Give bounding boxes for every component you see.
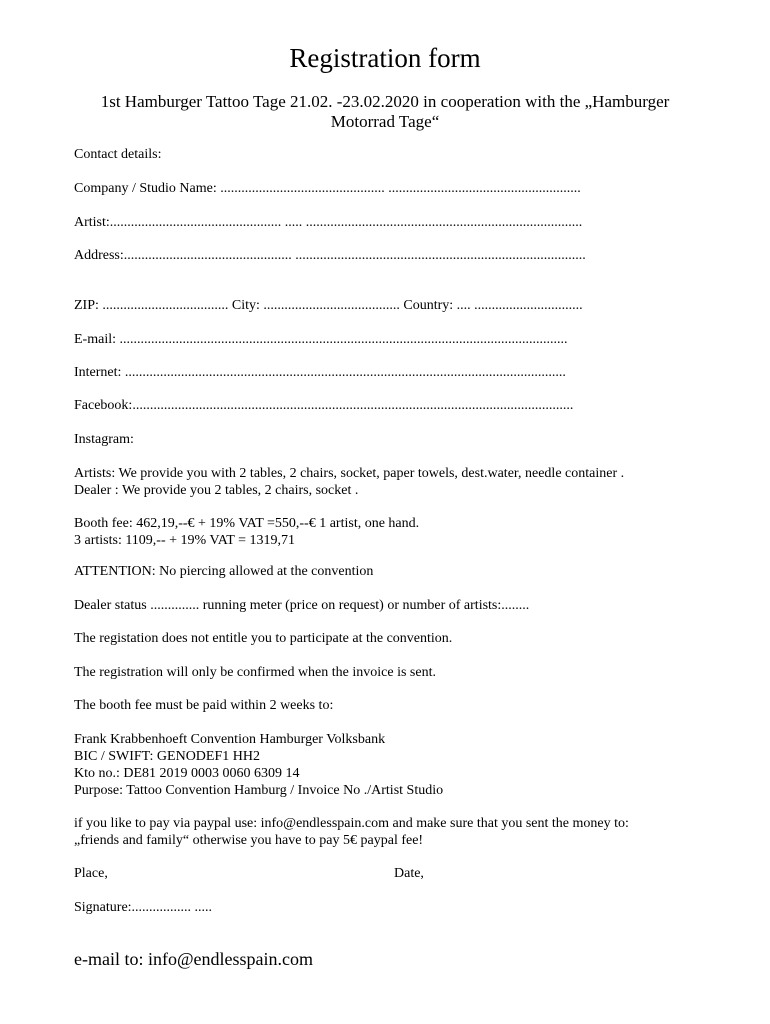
artist-field: Artist:................................................. ..... ............................................................................... <box>74 215 583 230</box>
subtitle-line-2: Motorrad Tage“ <box>330 112 440 131</box>
booth-fee-block <box>74 515 419 549</box>
booth-fee-line-1: Booth fee: 462,19,--€ + 19% VAT =550,--€ 1 artist, one hand. <box>74 516 420 531</box>
notice-payment-deadline: The booth fee must be paid within 2 weeks to: <box>74 698 334 713</box>
attention-note: ATTENTION: No piercing allowed at the convention <box>74 564 374 579</box>
event-subtitle <box>70 92 700 132</box>
notice-confirmation: The registration will only be confirmed when the invoice is sent. <box>74 665 436 680</box>
email-field: E-mail: ................................................................................................................................ <box>74 332 568 347</box>
company-field: Company / Studio Name: ............................................... ....................................................... <box>74 181 581 196</box>
provisions-block <box>74 465 624 499</box>
dealer-provision: Dealer : We provide you 2 tables, 2 chairs, socket . <box>74 483 359 498</box>
dealer-status-field: Dealer status .............. running meter (price on request) or number of artists:........ <box>74 598 530 613</box>
bank-purpose: Purpose: Tattoo Convention Hamburg / Invoice No ./Artist Studio <box>74 783 444 798</box>
subtitle-line-1: 1st Hamburger Tattoo Tage 21.02. -23.02.2020 in cooperation with the „Hamburger <box>100 92 670 111</box>
bank-account-number: Kto no.: DE81 2019 0003 0060 6309 14 <box>74 766 300 781</box>
contact-details-heading: Contact details: <box>74 147 162 162</box>
instagram-field: Instagram: <box>74 432 134 447</box>
facebook-field: Facebook:.............................................................................................................................. <box>74 398 574 413</box>
bank-details-block <box>74 731 443 799</box>
place-field: Place, <box>74 866 108 881</box>
paypal-line-1: if you like to pay via paypal use: info@endlesspain.com and make sure that you sent the money to: <box>74 816 629 831</box>
internet-field: Internet: .............................................................................................................................. <box>74 365 566 380</box>
notice-participation: The registation does not entitle you to participate at the convention. <box>74 631 453 646</box>
date-field: Date, <box>394 866 424 881</box>
signature-field: Signature:................. ..... <box>74 900 213 915</box>
booth-fee-line-2: 3 artists: 1109,-- + 19% VAT = 1319,71 <box>74 533 295 548</box>
bank-account-holder: Frank Krabbenhoeft Convention Hamburger Volksbank <box>74 732 386 747</box>
bank-bic-swift: BIC / SWIFT: GENODEF1 HH2 <box>74 749 260 764</box>
paypal-line-2: „friends and family“ otherwise you have to pay 5€ paypal fee! <box>74 833 424 848</box>
paypal-block <box>74 815 629 849</box>
zip-city-country-field: ZIP: .................................... City: ....................................... Country: .... ............................... <box>74 298 583 313</box>
artists-provision: Artists: We provide you with 2 tables, 2 chairs, socket, paper towels, dest.water, needle container . <box>74 466 625 481</box>
form-title: Registration form <box>289 43 481 73</box>
address-field: Address:................................................ ................................................................................... <box>74 248 586 263</box>
footer-email: e-mail to: info@endlesspain.com <box>74 949 314 969</box>
